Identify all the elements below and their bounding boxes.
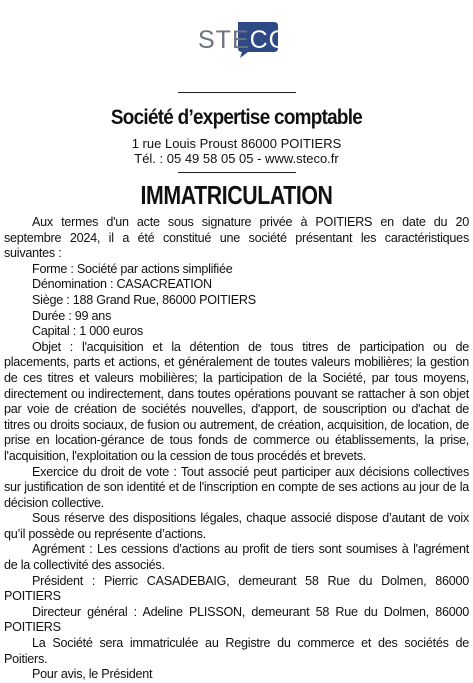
firm-contact: Tél. : 05 49 58 05 05 - www.steco.fr: [134, 151, 339, 166]
paragraph-signature: Pour avis, le Président: [32, 667, 153, 682]
paragraph-directeur-general: Directeur général : Adeline PLISSON, demeurant 58 Rue du Dolmen, 86000 POITIERS: [4, 604, 469, 635]
paragraph-duree: Durée : 99 ans: [32, 308, 112, 323]
notice-title: IMMATRICULATION: [140, 180, 333, 210]
logo-text-accent: CO: [249, 26, 290, 54]
paragraph-intro: Aux termes d'un acte sous signature privée à POITIERS en date du 20 septembre 2024, il a été constitué une société présentant les caractéristiques suivantes :: [4, 215, 469, 261]
top-divider: [178, 92, 296, 93]
paragraph-denomination: Dénomination : CASACREATION: [32, 277, 212, 292]
paragraph-immatriculation: La Société sera immatriculée au Registre du commerce et des sociétés de Poitiers.: [4, 636, 469, 666]
paragraph-droit-de-vote: Exercice du droit de vote : Tout associé peut participer aux décisions collectives sur justification de son identité et de l'inscription en compte de ses actions au jour de la décision collective.: [4, 464, 469, 510]
notice-body: [4, 215, 469, 683]
logo-text: [198, 26, 289, 55]
middle-divider: [178, 172, 296, 173]
paragraph-voix: Sous réserve des dispositions légales, chaque associé dispose d’autant de voix qu’il possède ou représente d’actions.: [4, 511, 469, 541]
firm-address: 1 rue Louis Proust 86000 POITIERS: [131, 136, 342, 151]
paragraph-agrement: Agrément : Les cessions d'actions au profit de tiers sont soumises à l'agrément de la collectivité des associés.: [4, 542, 469, 573]
paragraph-forme: Forme : Société par actions simplifiée: [32, 261, 233, 276]
paragraph-objet: Objet : l'acquisition et la détention de tous titres de participation ou de placements, parts et actions, et généralement de toutes valeurs mobilières; la gestion de ces titres et valeurs mobilières; la participation de la Société, par tous moyens, directement ou indirectement, dans toutes opérations pouvant se rattacher à son objet par voie de création de sociétés nouvelles, d'apport, de souscription ou d'achat de titres ou droits sociaux, de fusion ou autrement, de création, acquisition, de location, de prise en location-gérance de tous fonds de commerce ou établissements, la prise, l'acquisition, l'exploitation ou la cession de tous procédés et brevets.: [4, 339, 469, 463]
firm-name: Société d’expertise comptable: [110, 106, 363, 129]
paragraph-president: Président : Pierric CASADEBAIG, demeurant 58 Rue du Dolmen, 86000 POITIERS: [4, 573, 469, 604]
paragraph-capital: Capital : 1 000 euros: [32, 324, 143, 339]
logo-text-main: STE: [198, 26, 250, 54]
paragraph-siege: Siège : 188 Grand Rue, 86000 POITIERS: [32, 292, 256, 307]
steco-logo: [190, 18, 290, 58]
